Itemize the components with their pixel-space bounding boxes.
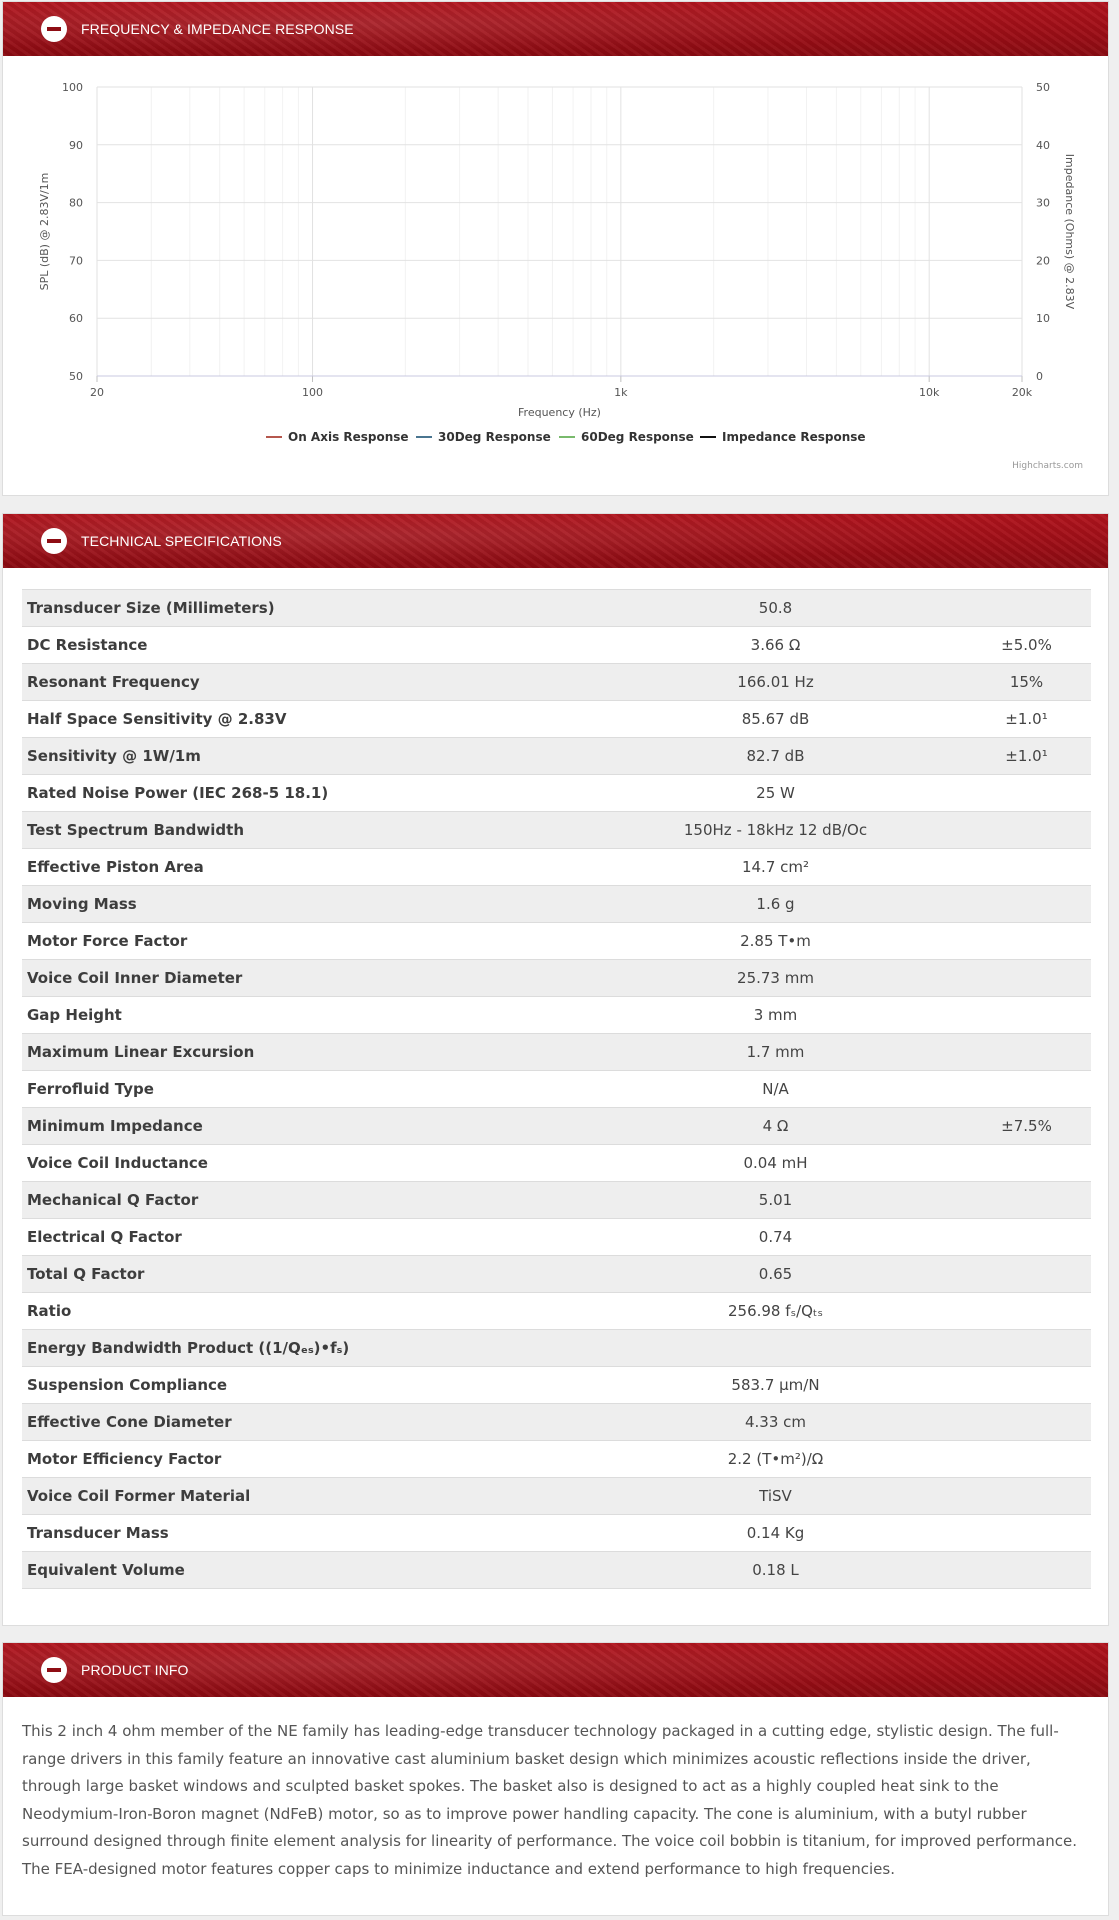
y-tick-right: 10 xyxy=(1036,312,1050,326)
spec-tolerance xyxy=(978,812,1091,849)
spec-tolerance xyxy=(978,849,1091,886)
spec-table xyxy=(22,589,1091,1589)
spec-row xyxy=(22,775,1091,812)
spec-value: 4 Ω xyxy=(573,1108,978,1145)
spec-row xyxy=(22,1219,1091,1256)
spec-value: 14.7 cm² xyxy=(573,849,978,886)
spec-row xyxy=(22,1182,1091,1219)
spec-name: Transducer Size (Millimeters) xyxy=(22,590,573,627)
spec-name: Ratio xyxy=(22,1293,573,1330)
spec-name: Half Space Sensitivity @ 2.83V xyxy=(22,701,573,738)
spec-name: Ferrofluid Type xyxy=(22,1071,573,1108)
spec-row xyxy=(22,1404,1091,1441)
spec-value: 50.8 xyxy=(573,590,978,627)
frequency-response-chart xyxy=(3,56,1108,495)
spec-name: Effective Cone Diameter xyxy=(22,1404,573,1441)
spec-name: Suspension Compliance xyxy=(22,1367,573,1404)
spec-name: Mechanical Q Factor xyxy=(22,1182,573,1219)
y-axis-title-right: Impedance (Ohms) @ 2.83V xyxy=(1063,153,1076,310)
spec-name: Test Spectrum Bandwidth xyxy=(22,812,573,849)
spec-name: Resonant Frequency xyxy=(22,664,573,701)
spec-row xyxy=(22,1256,1091,1293)
x-tick-label: 10k xyxy=(918,386,940,399)
technical-specifications-header[interactable] xyxy=(3,514,1108,568)
spec-value: 2.2 (T•m²)/Ω xyxy=(573,1441,978,1478)
x-tick-label: 20k xyxy=(1011,386,1033,399)
spec-row xyxy=(22,1441,1091,1478)
spec-tolerance xyxy=(978,1552,1091,1589)
spec-row xyxy=(22,923,1091,960)
y-tick-right: 0 xyxy=(1036,370,1043,383)
spec-name: Motor Efficiency Factor xyxy=(22,1441,573,1478)
y-tick-right: 20 xyxy=(1036,254,1050,268)
spec-name: Motor Force Factor xyxy=(22,923,573,960)
technical-specifications-title: TECHNICAL SPECIFICATIONS xyxy=(81,533,282,549)
spec-value: 4.33 cm xyxy=(573,1404,978,1441)
spec-name: Moving Mass xyxy=(22,886,573,923)
spec-tolerance xyxy=(978,960,1091,997)
spec-row xyxy=(22,1108,1091,1145)
spec-tolerance xyxy=(978,1182,1091,1219)
spec-tolerance xyxy=(978,775,1091,812)
spec-row xyxy=(22,1367,1091,1404)
spec-row xyxy=(22,1293,1091,1330)
spec-row xyxy=(22,1034,1091,1071)
spec-tolerance xyxy=(978,1256,1091,1293)
product-info-panel xyxy=(2,1642,1109,1916)
spec-tolerance xyxy=(978,1219,1091,1256)
spec-name: Voice Coil Inductance xyxy=(22,1145,573,1182)
spec-tolerance xyxy=(978,1330,1091,1367)
spec-tolerance: 15% xyxy=(978,664,1091,701)
spec-value: 3 mm xyxy=(573,997,978,1034)
frequency-response-header[interactable] xyxy=(3,2,1108,56)
plot-area xyxy=(97,87,1022,376)
spec-name: Electrical Q Factor xyxy=(22,1219,573,1256)
spec-row xyxy=(22,1552,1091,1589)
spec-row xyxy=(22,1478,1091,1515)
spec-value: 2.85 T•m xyxy=(573,923,978,960)
y-axis-title-left: SPL (dB) @ 2.83V/1m xyxy=(38,172,51,291)
spec-tolerance xyxy=(978,1367,1091,1404)
spec-value: 3.66 Ω xyxy=(573,627,978,664)
spec-name: Energy Bandwidth Product ((1/Qₑₛ)•fₛ) xyxy=(22,1330,573,1367)
spec-row xyxy=(22,997,1091,1034)
spec-tolerance: ±5.0% xyxy=(978,627,1091,664)
spec-value: N/A xyxy=(573,1071,978,1108)
spec-row xyxy=(22,886,1091,923)
y-tick-left: 70 xyxy=(69,254,83,268)
chart-svg xyxy=(3,56,1108,495)
x-axis-title: Frequency (Hz) xyxy=(518,406,601,419)
y-tick-right: 50 xyxy=(1036,81,1050,94)
spec-value: 166.01 Hz xyxy=(573,664,978,701)
spec-name: DC Resistance xyxy=(22,627,573,664)
frequency-response-title: FREQUENCY & IMPEDANCE RESPONSE xyxy=(81,21,354,37)
spec-name: Gap Height xyxy=(22,997,573,1034)
y-tick-right: 30 xyxy=(1036,196,1050,210)
spec-value: 1.7 mm xyxy=(573,1034,978,1071)
spec-row xyxy=(22,627,1091,664)
spec-value: 5.01 xyxy=(573,1182,978,1219)
x-tick-label: 100 xyxy=(302,386,324,399)
spec-value: 25.73 mm xyxy=(573,960,978,997)
spec-row xyxy=(22,664,1091,701)
spec-name: Maximum Linear Excursion xyxy=(22,1034,573,1071)
collapse-icon[interactable] xyxy=(41,528,67,554)
spec-name: Voice Coil Inner Diameter xyxy=(22,960,573,997)
spec-row xyxy=(22,1145,1091,1182)
x-tick-label: 20 xyxy=(90,386,104,399)
spec-value: 0.74 xyxy=(573,1219,978,1256)
spec-value: 1.6 g xyxy=(573,886,978,923)
spec-row xyxy=(22,1330,1091,1367)
spec-name: Rated Noise Power (IEC 268-5 18.1) xyxy=(22,775,573,812)
spec-value: 85.67 dB xyxy=(573,701,978,738)
spec-tolerance xyxy=(978,1145,1091,1182)
frequency-response-panel xyxy=(2,1,1109,496)
spec-tolerance xyxy=(978,997,1091,1034)
spec-tolerance: ±7.5% xyxy=(978,1108,1091,1145)
spec-value: 0.04 mH xyxy=(573,1145,978,1182)
spec-row xyxy=(22,1515,1091,1552)
spec-value: 150Hz - 18kHz 12 dB/Oc xyxy=(573,812,978,849)
technical-specifications-panel xyxy=(2,513,1109,1626)
product-info-header[interactable] xyxy=(3,1643,1108,1697)
spec-row xyxy=(22,701,1091,738)
spec-tolerance xyxy=(978,1034,1091,1071)
spec-value: 25 W xyxy=(573,775,978,812)
spec-value: TiSV xyxy=(573,1478,978,1515)
spec-name: Minimum Impedance xyxy=(22,1108,573,1145)
spec-name: Voice Coil Former Material xyxy=(22,1478,573,1515)
chart-credits: Highcharts.com xyxy=(1012,461,1083,471)
spec-tolerance xyxy=(978,1441,1091,1478)
y-tick-left: 80 xyxy=(69,196,83,210)
spec-name: Effective Piston Area xyxy=(22,849,573,886)
spec-tolerance xyxy=(978,1071,1091,1108)
spec-tolerance xyxy=(978,1293,1091,1330)
product-info-title: PRODUCT INFO xyxy=(81,1662,189,1678)
spec-tolerance: ±1.0¹ xyxy=(978,738,1091,775)
spec-value xyxy=(573,1330,978,1367)
spec-value: 583.7 μm/N xyxy=(573,1367,978,1404)
spec-tolerance xyxy=(978,1515,1091,1552)
legend-item: Impedance Response xyxy=(722,430,866,444)
spec-row xyxy=(22,960,1091,997)
spec-value: 0.18 L xyxy=(573,1552,978,1589)
spec-value: 0.14 Kg xyxy=(573,1515,978,1552)
spec-value: 82.7 dB xyxy=(573,738,978,775)
spec-tolerance xyxy=(978,1404,1091,1441)
spec-row xyxy=(22,849,1091,886)
spec-value: 0.65 xyxy=(573,1256,978,1293)
spec-tolerance xyxy=(978,886,1091,923)
y-tick-left: 100 xyxy=(62,81,83,94)
spec-tolerance xyxy=(978,923,1091,960)
spec-name: Transducer Mass xyxy=(22,1515,573,1552)
spec-name: Sensitivity @ 1W/1m xyxy=(22,738,573,775)
spec-row xyxy=(22,738,1091,775)
spec-name: Total Q Factor xyxy=(22,1256,573,1293)
spec-row xyxy=(22,590,1091,627)
spec-tolerance: ±1.0¹ xyxy=(978,701,1091,738)
spec-tolerance xyxy=(978,590,1091,627)
y-tick-right: 40 xyxy=(1036,138,1050,152)
product-info-text: This 2 inch 4 ohm member of the NE family has leading-edge transducer technology packaged in a cutting edge, stylistic design. The full-range drivers in this family feature an innovative cast aluminium basket design which minimizes acoustic reflections inside the driver, through large basket windows and sculpted basket spokes. The basket also is designed to act as a highly coupled heat sink to the Neodymium-Iron-Boron magnet (NdFeB) motor, so as to improve power handling capacity. The cone is aluminium, with a butyl rubber surround designed through finite element analysis for linearity of performance. The voice coil bobbin is titanium, for improved performance. The FEA-designed motor features copper caps to minimize inductance and extend performance to high frequencies. xyxy=(22,1722,1077,1878)
y-tick-left: 90 xyxy=(69,138,83,152)
spec-tolerance xyxy=(978,1478,1091,1515)
spec-row xyxy=(22,812,1091,849)
y-tick-left: 50 xyxy=(69,370,83,383)
legend-item: On Axis Response xyxy=(288,430,409,444)
x-tick-label: 1k xyxy=(614,386,628,399)
y-tick-left: 60 xyxy=(69,312,83,326)
legend-item: 60Deg Response xyxy=(581,430,694,444)
spec-name: Equivalent Volume xyxy=(22,1552,573,1589)
collapse-icon[interactable] xyxy=(41,1657,67,1683)
spec-row xyxy=(22,1071,1091,1108)
legend-item: 30Deg Response xyxy=(438,430,551,444)
spec-value: 256.98 fₛ/Qₜₛ xyxy=(573,1293,978,1330)
collapse-icon[interactable] xyxy=(41,16,67,42)
